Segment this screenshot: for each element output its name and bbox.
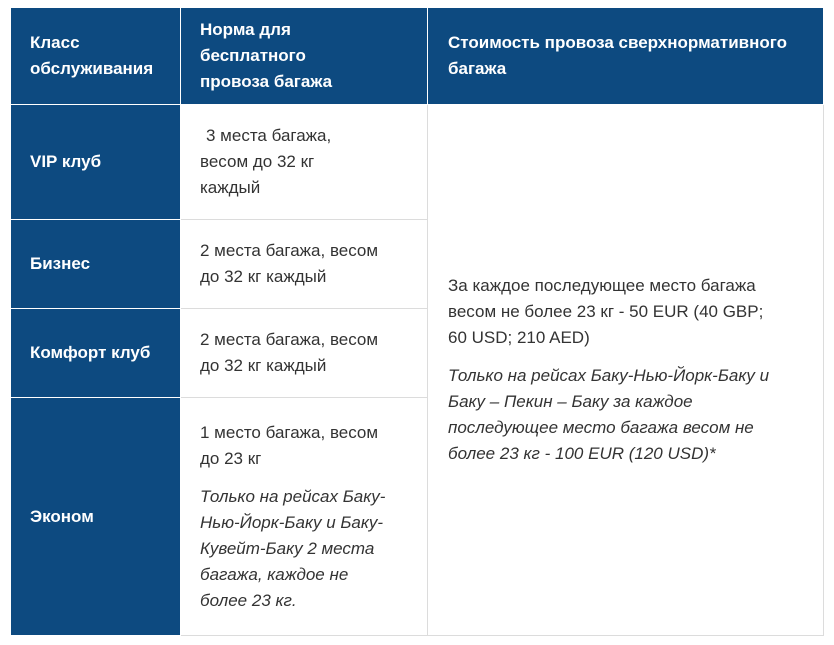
norm-cell-comfort <box>181 309 428 398</box>
class-cell-economy: Эконом <box>11 398 181 636</box>
norm-line: 3 места багажа, <box>206 126 332 145</box>
economy-note-line: багажа, каждое не <box>200 564 349 584</box>
header-class-line: обслуживания <box>30 59 154 78</box>
cost-note-line: последующее место багажа весом не <box>448 418 754 437</box>
header-class-line: Класс <box>30 33 80 52</box>
economy-note-line: Кувейт-Баку 2 места <box>200 538 375 558</box>
norm-line: до 32 кг каждый <box>200 267 327 286</box>
header-norm-line: Норма для <box>200 20 291 39</box>
norm-line: 2 места багажа, весом <box>200 241 379 260</box>
norm-line: каждый <box>200 178 261 197</box>
header-cost-line: багажа <box>448 59 507 78</box>
economy-note-line: Только на рейсах Баку- <box>200 486 386 506</box>
cost-note <box>448 363 811 467</box>
cost-note-line: более 23 кг - 100 EUR (120 USD)* <box>448 444 716 463</box>
cost-line: За каждое последующее место багажа <box>448 276 756 295</box>
header-norm <box>181 8 428 105</box>
header-cost <box>428 8 824 105</box>
table-row-vip <box>11 105 824 220</box>
norm-cell-vip <box>181 105 428 220</box>
economy-note-line: более 23 кг. <box>200 590 297 610</box>
norm-cell-business <box>181 220 428 309</box>
header-norm-line: бесплатного <box>200 46 306 65</box>
economy-note <box>200 484 417 614</box>
norm-line: до 23 кг <box>200 448 262 468</box>
norm-line: до 32 кг каждый <box>200 356 327 375</box>
cost-note-line: Только на рейсах Баку-Нью-Йорк-Баку и <box>448 366 770 385</box>
norm-line: весом до 32 кг <box>200 152 315 171</box>
class-cell-vip: VIP клуб <box>11 105 181 220</box>
header-cost-line: Стоимость провоза сверхнормативного <box>448 33 787 52</box>
cost-cell <box>428 105 824 636</box>
baggage-table <box>10 7 824 636</box>
norm-line: 1 место багажа, весом <box>200 422 379 442</box>
header-class <box>11 8 181 105</box>
header-norm-line: провоза багажа <box>200 72 333 91</box>
class-cell-business: Бизнес <box>11 220 181 309</box>
economy-note-line: Нью-Йорк-Баку и Баку- <box>200 512 384 532</box>
norm-line: 2 места багажа, весом <box>200 330 379 349</box>
class-cell-comfort: Комфорт клуб <box>11 309 181 398</box>
cost-note-line: Баку – Пекин – Баку за каждое <box>448 392 693 411</box>
norm-cell-economy <box>181 398 428 636</box>
header-row <box>11 8 824 105</box>
cost-line: весом не более 23 кг - 50 EUR (40 GBP; <box>448 302 764 321</box>
cost-line: 60 USD; 210 AED) <box>448 328 590 347</box>
